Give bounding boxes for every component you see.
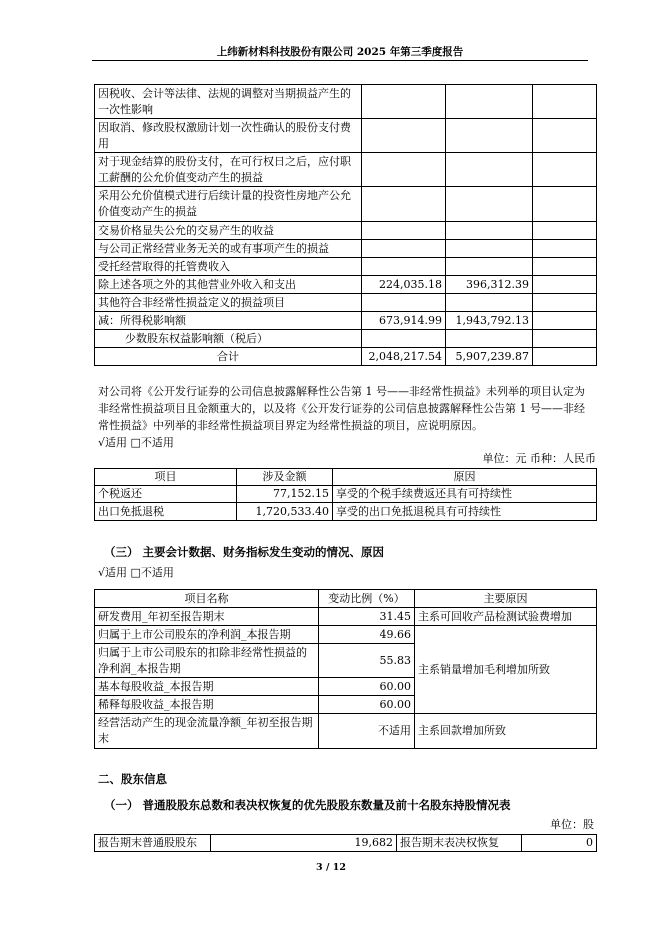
item-cell: 受托经营取得的托管费收入: [95, 258, 362, 276]
value-cell: [446, 153, 533, 187]
explanation-paragraph: 对公司将《公开发行证券的公司信息披露解释性公告第 1 号——非经常性损益》未列举的项目认定为非经常性损益项目且金额重大的，以及将《公开发行证券的公司信息披露解释性公告第 1 号——非经常性损益》中列举的非经常性损益项目界定为经常性损益的项目，应说明原因。: [98, 385, 585, 432]
section-three-check: √适用 □不适用: [98, 566, 174, 579]
value-cell: 673,914.99: [362, 312, 446, 330]
ratio-cell: 55.83: [319, 644, 415, 678]
table-row: [95, 222, 597, 240]
shareholder-table: [94, 834, 597, 852]
item-cell: 稀释每股收益_本报告期: [95, 696, 319, 714]
column-header: 涉及金额: [237, 469, 333, 486]
value-cell: [362, 240, 446, 258]
value-cell: 0: [522, 835, 597, 852]
ratio-cell: 不适用: [319, 714, 415, 749]
note-cell: [533, 276, 597, 294]
shareholder-section-title: 二、股东信息: [98, 772, 167, 786]
shareholder-subtitle: （一） 普通股股东总数和表决权恢复的优先股股东数量及前十名股东持股情况表: [104, 798, 511, 812]
amount-cell: 1,720,533.40: [237, 503, 333, 521]
item-cell: 减：所得税影响额: [95, 312, 362, 330]
ratio-cell: 31.45: [319, 608, 415, 626]
column-header: 项目名称: [95, 590, 319, 608]
table-row: [95, 85, 597, 119]
merged-reason-cell: 主系销量增加毛利增加所致: [415, 626, 597, 714]
note-cell: [533, 294, 597, 312]
column-header: 变动比例（%）: [319, 590, 415, 608]
table-header-row: [95, 469, 597, 486]
value-cell: [446, 222, 533, 240]
item-cell: 对于现金结算的股份支付，在可行权日之后，应付职工薪酬的公允价值变动产生的损益: [95, 153, 362, 187]
page-header: 上纬新材料科技股份有限公司 2025 年第三季度报告: [92, 44, 588, 61]
value-cell: [362, 330, 446, 348]
column-header: 原因: [333, 469, 597, 486]
item-cell: 归属于上市公司股东的扣除非经常性损益的净利润_本报告期: [95, 644, 319, 678]
value-cell: [446, 258, 533, 276]
note-cell: [533, 258, 597, 276]
table-row: [95, 294, 597, 312]
item-cell: 与公司正常经营业务无关的或有事项产生的损益: [95, 240, 362, 258]
table-row: [95, 330, 597, 348]
value-cell: [362, 222, 446, 240]
ratio-cell: 49.66: [319, 626, 415, 644]
total-label: 合计: [95, 348, 362, 366]
item-cell: 除上述各项之外的其他营业外收入和支出: [95, 276, 362, 294]
amount-cell: 77,152.15: [237, 486, 333, 503]
item-cell: 少数股东权益影响额（税后）: [95, 330, 362, 348]
value-cell: [446, 240, 533, 258]
table-row: [95, 486, 597, 503]
value-cell: [362, 153, 446, 187]
note-cell: [533, 330, 597, 348]
value-cell: [446, 85, 533, 119]
table-row: [95, 276, 597, 294]
item-cell: 因取消、修改股权激励计划一次性确认的股份支付费用: [95, 119, 362, 153]
label-cell: 报告期末表决权恢复: [397, 835, 522, 852]
table-row: [95, 835, 597, 852]
column-header: 主要原因: [415, 590, 597, 608]
value-cell: 1,943,792.13: [446, 312, 533, 330]
table-row: [95, 608, 597, 626]
table-row: [95, 258, 597, 276]
section-three-title: （三） 主要会计数据、财务指标发生变动的情况、原因: [104, 545, 385, 559]
item-cell: 基本每股收益_本报告期: [95, 678, 319, 696]
value-cell: [446, 119, 533, 153]
change-table: [94, 589, 597, 749]
value-cell: [362, 187, 446, 222]
note-cell: [533, 348, 597, 366]
item-cell: 交易价格显失公允的交易产生的收益: [95, 222, 362, 240]
value-cell: 19,682: [211, 835, 397, 852]
nonrecurring-table: [94, 84, 597, 366]
note-cell: [533, 85, 597, 119]
items-table: [94, 468, 597, 521]
table-row: [95, 348, 597, 366]
reason-cell: 享受的出口免抵退税具有可持续性: [333, 503, 597, 521]
table-header-row: [95, 590, 597, 608]
table-row: [95, 312, 597, 330]
note-cell: [533, 187, 597, 222]
table-row: [95, 119, 597, 153]
shareholder-unit: 单位：股: [550, 818, 594, 831]
unit-label: 单位：元 币种：人民币: [482, 452, 596, 465]
applicability-check: √适用 □不适用: [98, 436, 174, 449]
note-cell: [533, 312, 597, 330]
table-row: [95, 187, 597, 222]
table-row: [95, 503, 597, 521]
item-cell: 研发费用_年初至报告期末: [95, 608, 319, 626]
reason-cell: 主系回款增加所致: [415, 714, 597, 749]
page-number: 3 / 12: [316, 862, 346, 873]
value-cell: [362, 119, 446, 153]
table-row: [95, 714, 597, 749]
item-cell: 归属于上市公司股东的净利润_本报告期: [95, 626, 319, 644]
column-header: 项目: [95, 469, 237, 486]
item-cell: 出口免抵退税: [95, 503, 237, 521]
table-row: [95, 153, 597, 187]
ratio-cell: 60.00: [319, 678, 415, 696]
value-cell: 5,907,239.87: [446, 348, 533, 366]
value-cell: 224,035.18: [362, 276, 446, 294]
value-cell: [446, 294, 533, 312]
note-cell: [533, 222, 597, 240]
item-cell: 个税返还: [95, 486, 237, 503]
value-cell: [362, 294, 446, 312]
value-cell: [446, 187, 533, 222]
reason-cell: 享受的个税手续费返还具有可持续性: [333, 486, 597, 503]
value-cell: [362, 85, 446, 119]
item-cell: 采用公允价值模式进行后续计量的投资性房地产公允价值变动产生的损益: [95, 187, 362, 222]
item-cell: 经营活动产生的现金流量净额_年初至报告期末: [95, 714, 319, 749]
note-cell: [533, 240, 597, 258]
item-cell: 因税收、会计等法律、法规的调整对当期损益产生的一次性影响: [95, 85, 362, 119]
note-cell: [533, 119, 597, 153]
table-row: [95, 240, 597, 258]
item-cell: 其他符合非经常性损益定义的损益项目: [95, 294, 362, 312]
note-cell: [533, 153, 597, 187]
value-cell: 396,312.39: [446, 276, 533, 294]
table-row: [95, 626, 597, 644]
value-cell: [446, 330, 533, 348]
ratio-cell: 60.00: [319, 696, 415, 714]
value-cell: [362, 258, 446, 276]
value-cell: 2,048,217.54: [362, 348, 446, 366]
label-cell: 报告期末普通股股东: [95, 835, 211, 852]
reason-cell: 主系可回收产品检测试验费增加: [415, 608, 597, 626]
